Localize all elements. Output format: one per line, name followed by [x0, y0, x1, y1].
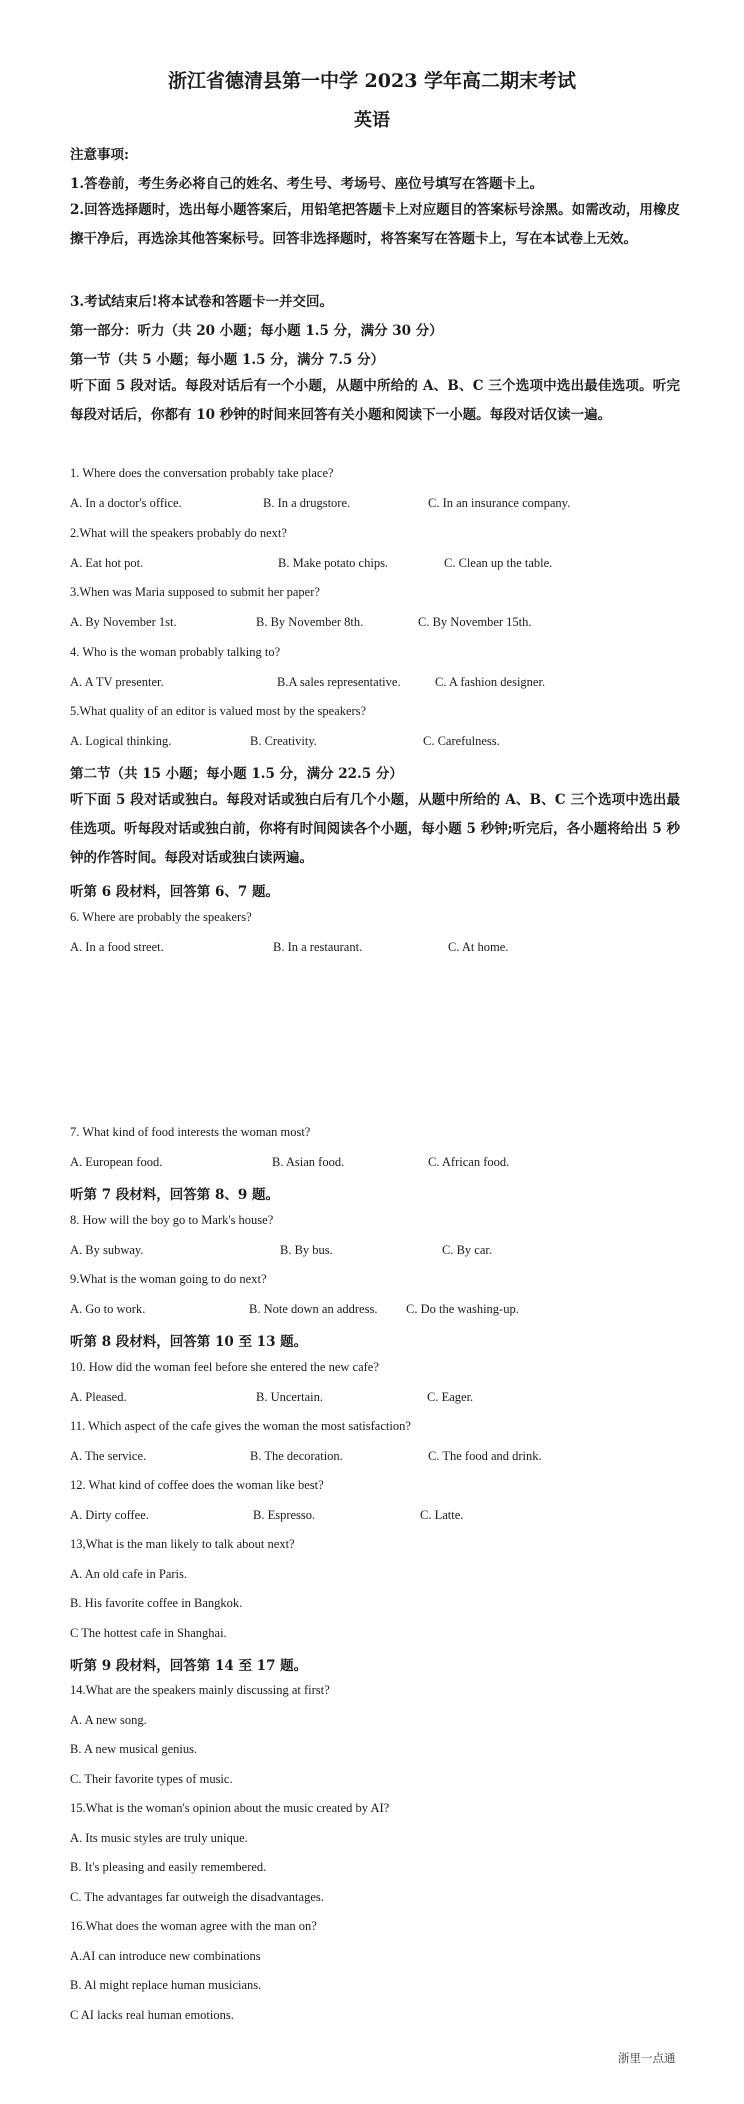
material-6-heading: 听第 6 段材料，回答第 6、7 题。	[70, 884, 279, 900]
q4-option-c: C. A fashion designer.	[435, 675, 546, 689]
q9-option-a: A. Go to work.	[70, 1302, 146, 1316]
q8-option-a: A. By subway.	[70, 1243, 144, 1257]
material-8-heading: 听第 8 段材料，回答第 10 至 13 题。	[70, 1334, 308, 1350]
q11-option-b: B. The decoration.	[250, 1449, 343, 1463]
q11-option-c: C. The food and drink.	[428, 1449, 542, 1463]
q16-option-c: C AI lacks real human emotions.	[70, 2008, 234, 2022]
question-4: 4. Who is the woman probably talking to?	[70, 645, 281, 659]
q2-option-a: A. Eat hot pot.	[70, 556, 144, 570]
question-3: 3.When was Maria supposed to submit her paper?	[70, 585, 320, 599]
question-9: 9.What is the woman going to do next?	[70, 1272, 267, 1286]
material-7-heading: 听第 7 段材料，回答第 8、9 题。	[70, 1187, 279, 1203]
question-11: 11. Which aspect of the cafe gives the woman the most satisfaction?	[70, 1419, 411, 1433]
subject-title: 英语	[354, 110, 390, 131]
q16-option-a: A.AI can introduce new combinations	[70, 1949, 261, 1963]
q12-option-c: C. Latte.	[420, 1508, 464, 1522]
q2-option-b: B. Make potato chips.	[278, 556, 389, 570]
q15-option-b: B. It's pleasing and easily remembered.	[70, 1860, 267, 1874]
q7-option-a: A. European food.	[70, 1155, 163, 1169]
q7-option-c: C. African food.	[428, 1155, 510, 1169]
material-9-heading: 听第 9 段材料，回答第 14 至 17 题。	[70, 1658, 308, 1674]
q10-option-a: A. Pleased.	[70, 1390, 127, 1404]
question-5: 5.What quality of an editor is valued most by the speakers?	[70, 704, 367, 718]
q7-option-b: B. Asian food.	[272, 1155, 345, 1169]
question-13: 13,What is the man likely to talk about next?	[70, 1537, 295, 1551]
q4-option-b: B.A sales representative.	[277, 675, 401, 689]
footer-watermark: 浙里一点通	[618, 2051, 676, 2065]
q3-option-a: A. By November 1st.	[70, 615, 177, 629]
question-16: 16.What does the woman agree with the man on?	[70, 1919, 317, 1933]
q5-option-a: A. Logical thinking.	[70, 734, 172, 748]
question-15: 15.What is the woman's opinion about the music created by AI?	[70, 1801, 390, 1815]
q6-option-b: B. In a restaurant.	[273, 940, 363, 954]
page-title: 浙江省德清县第一中学 2023 学年高二期末考试	[167, 70, 577, 92]
q9-option-b: B. Note down an address.	[249, 1302, 378, 1316]
q11-option-a: A. The service.	[70, 1449, 147, 1463]
section2-instructions: 听下面 5 段对话或独白。每段对话或独白后有几个小题，从题中所给的 A、B、C 三个选项中选出最佳选项。听每段对话或独白前，你将有时间阅读各个小题，每小题 5 秒钟;听完后，各小题将给出 5 秒钟的作答时间。每段对话或独白读两遍。	[70, 792, 680, 866]
q6-option-c: C. At home.	[448, 940, 509, 954]
q14-option-c: C. Their favorite types of music.	[70, 1772, 233, 1786]
q12-option-b: B. Espresso.	[253, 1508, 316, 1522]
q8-option-c: C. By car.	[442, 1243, 492, 1257]
question-8: 8. How will the boy go to Mark's house?	[70, 1213, 274, 1227]
q5-option-b: B. Creativity.	[250, 734, 317, 748]
q14-option-a: A. A new song.	[70, 1713, 147, 1727]
q15-option-a: A. Its music styles are truly unique.	[70, 1831, 248, 1845]
q10-option-c: C. Eager.	[427, 1390, 474, 1404]
section1-instructions: 听下面 5 段对话。每段对话后有一个小题，从题中所给的 A、B、C 三个选项中选出最佳选项。听完每段对话后，你都有 10 秒钟的时间来回答有关小题和阅读下一小题。每段对话仅读一遍。	[70, 378, 680, 423]
question-1: 1. Where does the conversation probably take place?	[70, 466, 334, 480]
q13-option-a: A. An old cafe in Paris.	[70, 1567, 187, 1581]
q1-option-a: A. In a doctor's office.	[70, 496, 182, 510]
q12-option-a: A. Dirty coffee.	[70, 1508, 149, 1522]
q4-option-a: A. A TV presenter.	[70, 675, 164, 689]
question-10: 10. How did the woman feel before she entered the new cafe?	[70, 1360, 379, 1374]
note-item-1: 1.答卷前，考生务必将自己的姓名、考生号、考场号、座位号填写在答题卡上。	[70, 176, 544, 192]
question-14: 14.What are the speakers mainly discussing at first?	[70, 1683, 330, 1697]
q10-option-b: B. Uncertain.	[256, 1390, 323, 1404]
q2-option-c: C. Clean up the table.	[444, 556, 553, 570]
question-2: 2.What will the speakers probably do next?	[70, 526, 287, 540]
q13-option-b: B. His favorite coffee in Bangkok.	[70, 1596, 243, 1610]
question-12: 12. What kind of coffee does the woman like best?	[70, 1478, 324, 1492]
q9-option-c: C. Do the washing-up.	[406, 1302, 519, 1316]
q15-option-c: C. The advantages far outweigh the disadvantages.	[70, 1890, 324, 1904]
q3-option-b: B. By November 8th.	[256, 615, 364, 629]
q16-option-b: B. Al might replace human musicians.	[70, 1978, 262, 1992]
section1-heading: 第一节（共 5 小题；每小题 1.5 分，满分 7.5 分）	[70, 352, 385, 368]
q3-option-c: C. By November 15th.	[418, 615, 532, 629]
q13-option-c: C The hottest cafe in Shanghai.	[70, 1626, 227, 1640]
q14-option-b: B. A new musical genius.	[70, 1742, 198, 1756]
question-7: 7. What kind of food interests the woman most?	[70, 1125, 311, 1139]
section2-heading: 第二节（共 15 小题；每小题 1.5 分，满分 22.5 分）	[70, 766, 403, 782]
part1-heading: 第一部分：听力（共 20 小题；每小题 1.5 分，满分 30 分）	[70, 323, 443, 339]
note-item-3: 3.考试结束后!将本试卷和答题卡一并交回。	[70, 294, 334, 310]
q1-option-c: C. In an insurance company.	[428, 496, 571, 510]
q1-option-b: B. In a drugstore.	[263, 496, 351, 510]
q6-option-a: A. In a food street.	[70, 940, 164, 954]
q8-option-b: B. By bus.	[280, 1243, 333, 1257]
question-6: 6. Where are probably the speakers?	[70, 910, 252, 924]
notes-heading: 注意事项:	[70, 147, 129, 163]
q5-option-c: C. Carefulness.	[423, 734, 500, 748]
note-item-2: 2.回答选择题时，选出每小题答案后，用铅笔把答题卡上对应题目的答案标号涂黑。如需改动，用橡皮擦干净后，再选涂其他答案标号。回答非选择题时，将答案写在答题卡上，写在本试卷上无效。	[70, 202, 680, 247]
